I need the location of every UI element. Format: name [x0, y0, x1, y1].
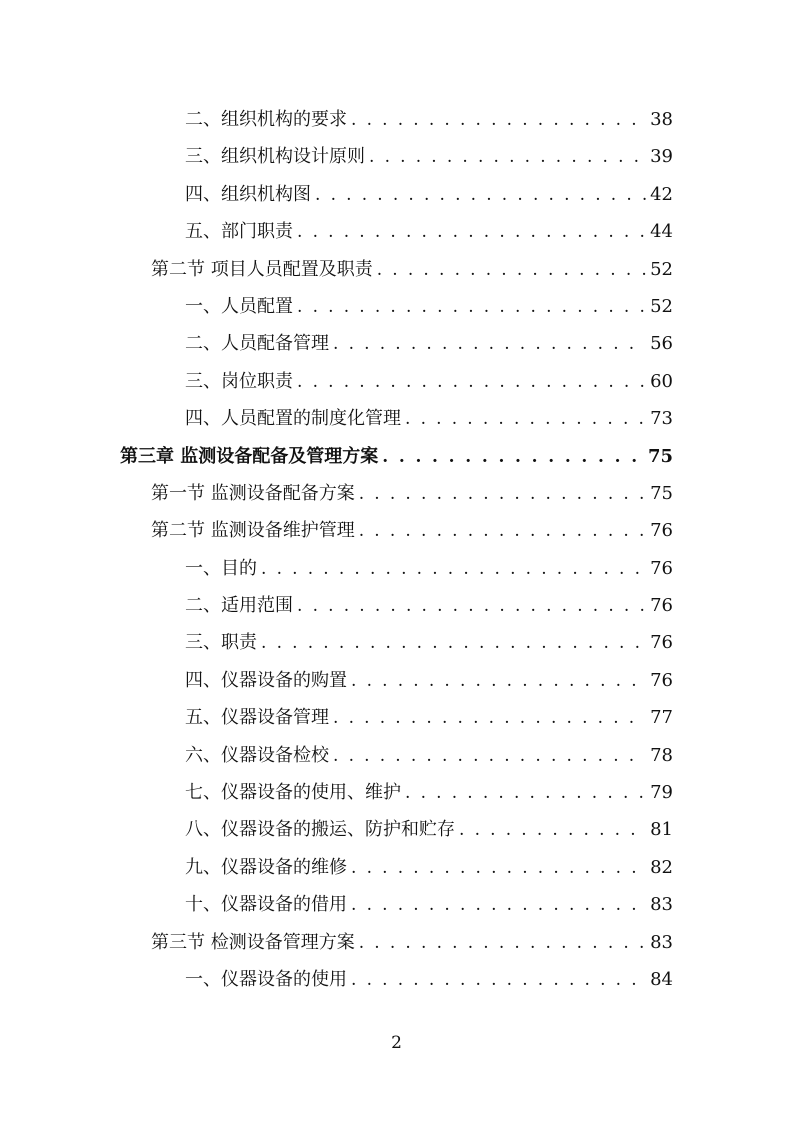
toc-entry-title: 七、仪器设备的使用、维护: [185, 782, 401, 804]
toc-entry[interactable]: [185, 886, 673, 924]
dot-leader: [333, 700, 646, 737]
page-number: 2: [391, 1033, 402, 1053]
toc-entry[interactable]: [185, 737, 673, 775]
toc-entry[interactable]: [185, 624, 673, 662]
toc-item-row[interactable]: [0, 624, 793, 661]
dot-leader: [333, 326, 646, 363]
toc-entry-title: 三、职责: [185, 632, 257, 654]
dot-leader: [369, 139, 646, 176]
toc-entry[interactable]: [185, 662, 673, 700]
dot-leader: [297, 364, 646, 401]
toc-item-row[interactable]: [0, 400, 793, 437]
toc-entry-page-number: 77: [650, 707, 673, 729]
dot-leader: [405, 401, 646, 438]
toc-entry-title: 一、人员配置: [185, 295, 293, 317]
toc-entry[interactable]: [185, 961, 673, 999]
toc-entry-page-number: 76: [650, 557, 673, 579]
toc-entry[interactable]: [185, 774, 673, 812]
toc-item-row[interactable]: [0, 550, 793, 587]
dot-leader: [382, 439, 644, 476]
toc-section-row[interactable]: [0, 475, 793, 512]
dot-leader: [351, 102, 646, 139]
toc-item-row[interactable]: [0, 101, 793, 138]
toc-item-row[interactable]: [0, 325, 793, 362]
toc-entry-page-number: 82: [650, 856, 673, 878]
toc-entry-page-number: 38: [650, 109, 673, 130]
toc-entry-title: 第二节 监测设备维护管理: [151, 520, 355, 542]
dot-leader: [459, 812, 646, 849]
dot-leader: [405, 775, 646, 812]
toc-entry-title: 一、仪器设备的使用: [185, 968, 347, 990]
toc-entry[interactable]: [151, 512, 673, 550]
toc-entry-title: 三、组织机构设计原则: [185, 146, 365, 168]
toc-entry-title: 第三章 监测设备配备及管理方案: [120, 445, 379, 467]
toc-entry-page-number: 52: [650, 258, 673, 280]
toc-entry[interactable]: [185, 325, 673, 363]
dot-leader: [333, 738, 646, 775]
toc-item-row[interactable]: [0, 886, 793, 923]
toc-item-row[interactable]: [0, 737, 793, 774]
toc-entry-title: 二、人员配备管理: [185, 333, 329, 355]
toc-entry[interactable]: [185, 699, 673, 737]
toc-section-row[interactable]: [0, 251, 793, 288]
toc-entry[interactable]: [185, 849, 673, 887]
toc-entry-title: 四、人员配置的制度化管理: [185, 408, 401, 430]
toc-entry-page-number: 76: [650, 669, 673, 691]
toc-entry-title: 第二节 项目人员配置及职责: [151, 258, 373, 280]
dot-leader: [351, 850, 646, 887]
toc-entry-title: 五、仪器设备管理: [185, 707, 329, 729]
dot-leader: [261, 625, 646, 662]
toc-entry-page-number: 83: [650, 931, 673, 953]
toc-entry[interactable]: [185, 363, 673, 401]
toc-entry[interactable]: [151, 475, 673, 513]
toc-entry-title: 五、部门职责: [185, 221, 293, 243]
toc-entry-page-number: 75: [650, 482, 673, 504]
toc-entry-page-number: 52: [650, 295, 673, 317]
toc-entry-title: 第一节 监测设备配备方案: [151, 482, 355, 504]
toc-entry[interactable]: [120, 438, 673, 476]
toc-item-row[interactable]: [0, 849, 793, 886]
toc-item-row[interactable]: [0, 774, 793, 811]
dot-leader: [297, 214, 646, 251]
toc-entry[interactable]: [185, 213, 673, 251]
toc-entry[interactable]: [151, 251, 673, 289]
toc-entry[interactable]: [151, 924, 673, 962]
toc-entry-page-number: 42: [650, 183, 673, 205]
toc-section-row[interactable]: [0, 924, 793, 961]
dot-leader: [359, 513, 646, 550]
dot-leader: [261, 551, 646, 588]
toc-entry-title: 六、仪器设备检校: [185, 744, 329, 766]
toc-entry-page-number: 84: [650, 968, 673, 990]
dot-leader: [297, 289, 646, 326]
toc-item-row[interactable]: [0, 363, 793, 400]
dot-leader: [377, 252, 646, 289]
toc-item-row[interactable]: [0, 138, 793, 175]
toc-entry-page-number: 81: [650, 819, 673, 841]
toc-chapter-row[interactable]: [0, 438, 793, 475]
toc-entry-title: 三、岗位职责: [185, 370, 293, 392]
toc-item-row[interactable]: [0, 662, 793, 699]
toc-item-row[interactable]: [0, 288, 793, 325]
toc-entry[interactable]: [185, 550, 673, 588]
table-of-contents: [0, 101, 793, 998]
toc-entry-title: 九、仪器设备的维修: [185, 856, 347, 878]
toc-entry-page-number: 76: [650, 595, 673, 617]
toc-entry-title: 十、仪器设备的借用: [185, 894, 347, 916]
toc-entry-title: 二、组织机构的要求: [185, 109, 347, 130]
toc-entry[interactable]: [185, 288, 673, 326]
toc-item-row[interactable]: [0, 587, 793, 624]
dot-leader: [351, 663, 646, 700]
toc-entry-page-number: 39: [650, 146, 673, 168]
toc-entry[interactable]: [185, 176, 673, 214]
dot-leader: [359, 925, 646, 962]
dot-leader: [297, 588, 646, 625]
toc-item-row[interactable]: [0, 811, 793, 848]
toc-entry-title: 第三节 检测设备管理方案: [151, 931, 355, 953]
toc-entry-page-number: 78: [650, 744, 673, 766]
dot-leader: [315, 177, 646, 214]
toc-item-row[interactable]: [0, 176, 793, 213]
toc-entry[interactable]: [185, 587, 673, 625]
toc-entry-page-number: 60: [650, 370, 673, 392]
dot-leader: [351, 887, 646, 924]
toc-entry-page-number: 76: [650, 520, 673, 542]
toc-entry-page-number: 56: [650, 333, 673, 355]
toc-item-row[interactable]: [0, 213, 793, 250]
toc-item-row[interactable]: [0, 961, 793, 998]
toc-entry[interactable]: [185, 811, 673, 849]
toc-entry-title: 四、组织机构图: [185, 183, 311, 205]
toc-entry[interactable]: [185, 101, 673, 139]
toc-entry[interactable]: [185, 400, 673, 438]
toc-entry-page-number: 83: [650, 894, 673, 916]
toc-entry-page-number: 75: [647, 445, 673, 467]
toc-entry-title: 八、仪器设备的搬运、防护和贮存: [185, 819, 455, 841]
toc-item-row[interactable]: [0, 699, 793, 736]
toc-entry-title: 四、仪器设备的购置: [185, 669, 347, 691]
toc-entry-page-number: 79: [650, 782, 673, 804]
toc-entry-page-number: 73: [650, 408, 673, 430]
toc-section-row[interactable]: [0, 512, 793, 549]
toc-entry-page-number: 44: [650, 221, 673, 243]
toc-entry-title: 二、适用范围: [185, 595, 293, 617]
toc-entry-page-number: 76: [650, 632, 673, 654]
toc-entry-title: 一、目的: [185, 557, 257, 579]
toc-entry[interactable]: [185, 138, 673, 176]
dot-leader: [351, 962, 646, 999]
dot-leader: [359, 476, 646, 513]
